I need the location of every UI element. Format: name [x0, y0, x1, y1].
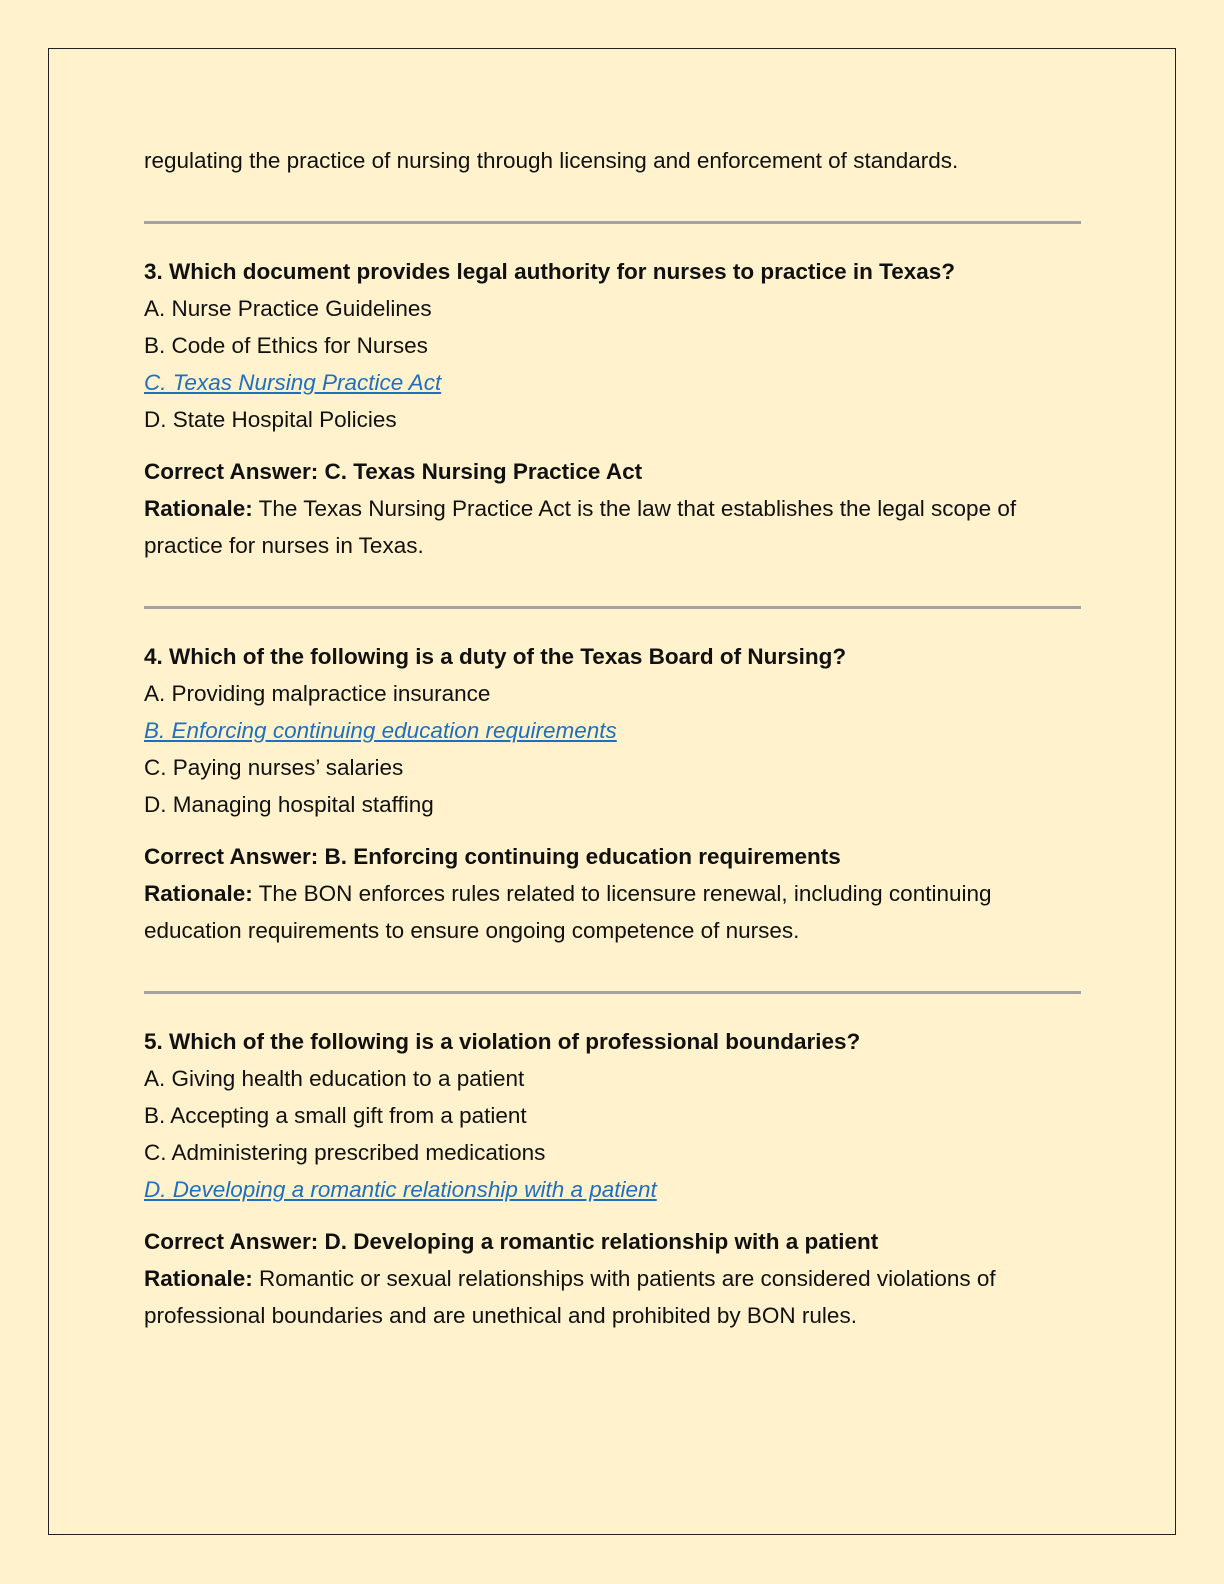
- intro-paragraph: regulating the practice of nursing through licensing and enforcement of standards.: [144, 148, 959, 173]
- option-a: A. Giving health education to a patient: [144, 1066, 525, 1091]
- rationale-text: The Texas Nursing Practice Act is the law that establishes the legal scope of practice for nurses in Texas.: [144, 496, 1017, 558]
- rationale-label: Rationale:: [144, 1266, 253, 1291]
- rationale-label: Rationale:: [144, 881, 253, 906]
- option-a: A. Providing malpractice insurance: [144, 681, 491, 706]
- option-b: B. Accepting a small gift from a patient: [144, 1103, 527, 1128]
- correct-answer: Correct Answer: C. Texas Nursing Practice Act: [144, 459, 643, 484]
- option-d-correct: D. Developing a romantic relationship with a patient: [144, 1177, 657, 1202]
- rationale-label: Rationale:: [144, 496, 253, 521]
- document-content: [144, 142, 1084, 1334]
- answer-block: [144, 453, 1084, 564]
- option-c: C. Paying nurses’ salaries: [144, 755, 404, 780]
- rationale: [144, 875, 1084, 949]
- divider: [144, 991, 1081, 994]
- option-c-correct: C. Texas Nursing Practice Act: [144, 370, 442, 395]
- option-c: C. Administering prescribed medications: [144, 1140, 546, 1165]
- option-b-correct: B. Enforcing continuing education requirements: [144, 718, 617, 743]
- question-block-3: [144, 253, 1084, 564]
- answer-block: [144, 838, 1084, 949]
- divider: [144, 606, 1081, 609]
- correct-answer: Correct Answer: D. Developing a romantic relationship with a patient: [144, 1229, 879, 1254]
- rationale-text: Romantic or sexual relationships with patients are considered violations of professional boundaries and are unethical and prohibited by BON rules.: [144, 1266, 996, 1328]
- question-block-5: [144, 1023, 1084, 1334]
- divider: [144, 221, 1081, 224]
- answer-block: [144, 1223, 1084, 1334]
- question-block-4: [144, 638, 1084, 949]
- option-d: D. State Hospital Policies: [144, 407, 397, 432]
- correct-answer: Correct Answer: B. Enforcing continuing education requirements: [144, 844, 841, 869]
- option-d: D. Managing hospital staffing: [144, 792, 434, 817]
- option-b: B. Code of Ethics for Nurses: [144, 333, 428, 358]
- rationale-text: The BON enforces rules related to licensure renewal, including continuing education requirements to ensure ongoing competence of nurses.: [144, 881, 992, 943]
- rationale: [144, 1260, 1084, 1334]
- rationale: [144, 490, 1084, 564]
- question-text: 3. Which document provides legal authority for nurses to practice in Texas?: [144, 259, 955, 284]
- option-a: A. Nurse Practice Guidelines: [144, 296, 432, 321]
- question-text: 5. Which of the following is a violation of professional boundaries?: [144, 1029, 861, 1054]
- question-text: 4. Which of the following is a duty of the Texas Board of Nursing?: [144, 644, 847, 669]
